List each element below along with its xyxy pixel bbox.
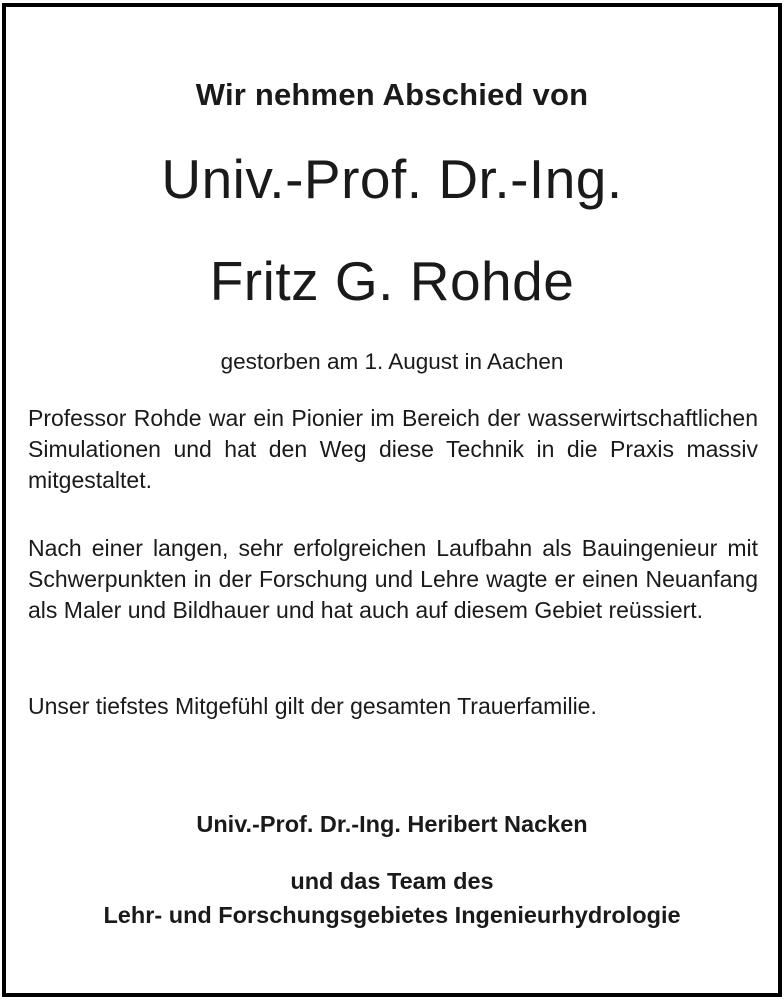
condolence-paragraph: Unser tiefstes Mitgefühl gilt der gesamten Trauerfamilie. <box>28 693 597 719</box>
career-paragraph: Nach einer langen, sehr erfolgreichen Laufbahn als Bauingenieur mit Schwerpunkten in der Forschung und Lehre wagte er einen Neuanfang als Maler und Bildhauer und hat auch auf diesem Gebiet reüssiert. <box>28 535 758 623</box>
deceased-name: Fritz G. Rohde <box>209 250 575 312</box>
death-info: gestorben am 1. August in Aachen <box>220 349 564 374</box>
farewell-heading: Wir nehmen Abschied von <box>195 77 589 112</box>
obituary-notice <box>2 3 782 997</box>
signatory-name: Univ.-Prof. Dr.-Ing. Heribert Nacken <box>196 811 588 837</box>
tribute-paragraph: Professor Rohde war ein Pionier im Bereich der wasserwirtschaftlichen Simulationen und hat den Weg diese Technik in die Praxis massiv mitgestaltet. <box>28 405 758 493</box>
deceased-academic-title: Univ.-Prof. Dr.-Ing. <box>161 148 623 210</box>
signatory-team-line1: und das Team des <box>290 868 494 894</box>
signatory-team-line2: Lehr- und Forschungsgebietes Ingenieurhydrologie <box>103 902 681 928</box>
